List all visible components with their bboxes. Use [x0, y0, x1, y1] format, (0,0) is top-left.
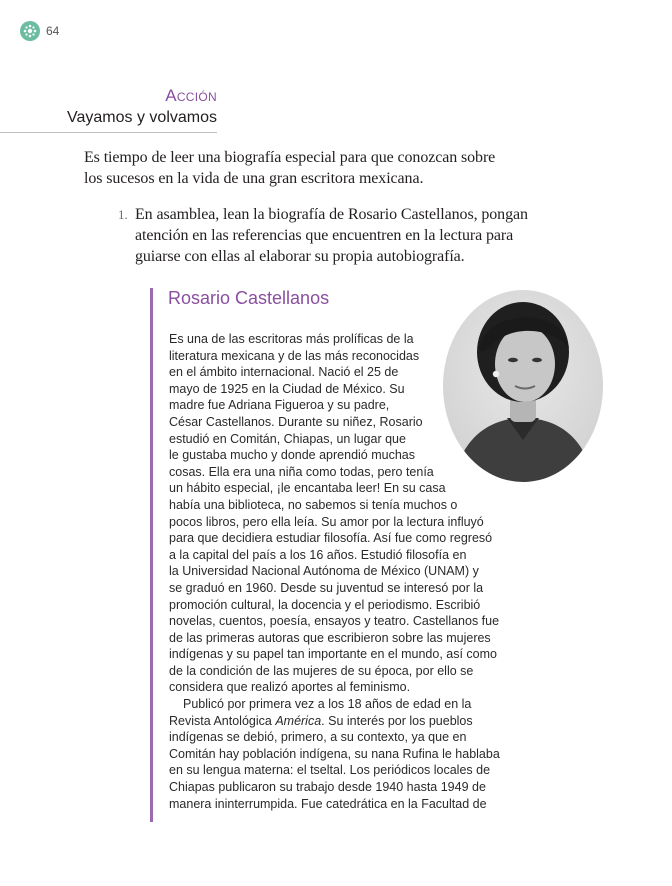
page-number: 64	[46, 24, 60, 38]
gear-flower-icon	[20, 21, 40, 41]
text-fragment: . Su interés por los pueblos	[321, 713, 473, 728]
text-line: le gustaba mucho y donde aprendió muchas	[169, 448, 415, 463]
activity-number: 1.	[118, 207, 128, 222]
section-kicker: Acción	[165, 86, 217, 105]
section-title: Vayamos y volvamos	[67, 109, 217, 126]
text-line: en el ámbito internacional. Nació el 25 de	[169, 365, 399, 380]
text-line: manera ininterrumpida. Fue catedrática en la Facultad de	[169, 796, 487, 811]
text-line	[169, 713, 499, 730]
intro-line: los sucesos en la vida de una gran escritora mexicana.	[84, 170, 424, 187]
activity-text	[135, 204, 528, 267]
text-line: Comitán hay población indígena, su nana Rufina le hablaba	[169, 746, 500, 761]
biography-text	[169, 331, 499, 812]
activity-line: En asamblea, lean la biografía de Rosario Castellanos, pongan	[135, 206, 528, 223]
text-line: en su lengua materna: el tseltal. Los periódicos locales de	[169, 763, 491, 778]
text-line: Es una de las escritoras más prolíficas de la	[169, 332, 414, 346]
activity-line: guiarse con ellas al elaborar su propia autobiografía.	[135, 248, 465, 265]
section-divider	[0, 132, 217, 133]
text-line: madre fue Adriana Figueroa y su padre,	[169, 398, 390, 413]
activity-item	[118, 204, 528, 267]
text-line: de la condición de las mujeres de su época, por ello se	[169, 663, 474, 678]
text-line: Chiapas publicaron su trabajo desde 1940 hasta 1949 de	[169, 780, 486, 795]
text-line: indígenas y su papel tan importante en el mundo, así como	[169, 647, 497, 662]
biography-accent-bar	[150, 288, 153, 822]
text-line: novelas, cuentos, poesía, ensayos y teatro. Castellanos fue	[169, 614, 500, 629]
text-line: había una biblioteca, no sabemos si tenía muchos o	[169, 497, 458, 512]
text-line: promoción cultural, la docencia y el periodismo. Escribió	[169, 597, 481, 612]
text-line: cosas. Ella era una niña como todas, pero tenía	[169, 464, 434, 479]
text-fragment: Revista Antológica	[169, 713, 276, 728]
text-line: mayo de 1925 en la Ciudad de México. Su	[169, 381, 405, 396]
text-line: la Universidad Nacional Autónoma de México (UNAM) y	[169, 564, 479, 579]
section-heading	[0, 86, 217, 133]
text-line: a la capital del país a los 16 años. Estudió filosofía en	[169, 547, 467, 562]
text-line: estudió en Comitán, Chiapas, un lugar que	[169, 431, 406, 446]
text-line: se graduó en 1960. Desde su juventud se interesó por la	[169, 580, 484, 595]
text-line: indígenas se debió, primero, a su contexto, ya que en	[169, 730, 467, 745]
text-line: considera que realizó aportes al feminismo.	[169, 680, 411, 695]
intro-line: Es tiempo de leer una biografía especial para que conozcan sobre	[84, 149, 496, 166]
intro-paragraph	[84, 147, 514, 189]
biography-paragraph-1	[169, 331, 499, 696]
text-line: un hábito especial, ¡le encantaba leer! En su casa	[169, 481, 446, 496]
page-header	[20, 21, 59, 41]
text-line: de las primeras autoras que escribieron sobre las mujeres	[169, 630, 491, 645]
text-line: literatura mexicana y de las más reconocidas	[169, 348, 420, 363]
activity-line: atención en las referencias que encuentren en la lectura para	[135, 227, 514, 244]
text-line: Publicó por primera vez a los 18 años de edad en la	[183, 697, 472, 712]
magazine-title: América	[275, 713, 322, 728]
biography-paragraph-2	[169, 696, 499, 812]
biography-box	[150, 288, 610, 822]
text-line: para que decidiera estudiar filosofía. Así fue como regresó	[169, 531, 493, 546]
text-line: pocos libros, pero ella leía. Su amor por la lectura influyó	[169, 514, 484, 529]
biography-title: Rosario Castellanos	[168, 288, 330, 308]
text-line: César Castellanos. Durante su niñez, Rosario	[169, 414, 423, 429]
